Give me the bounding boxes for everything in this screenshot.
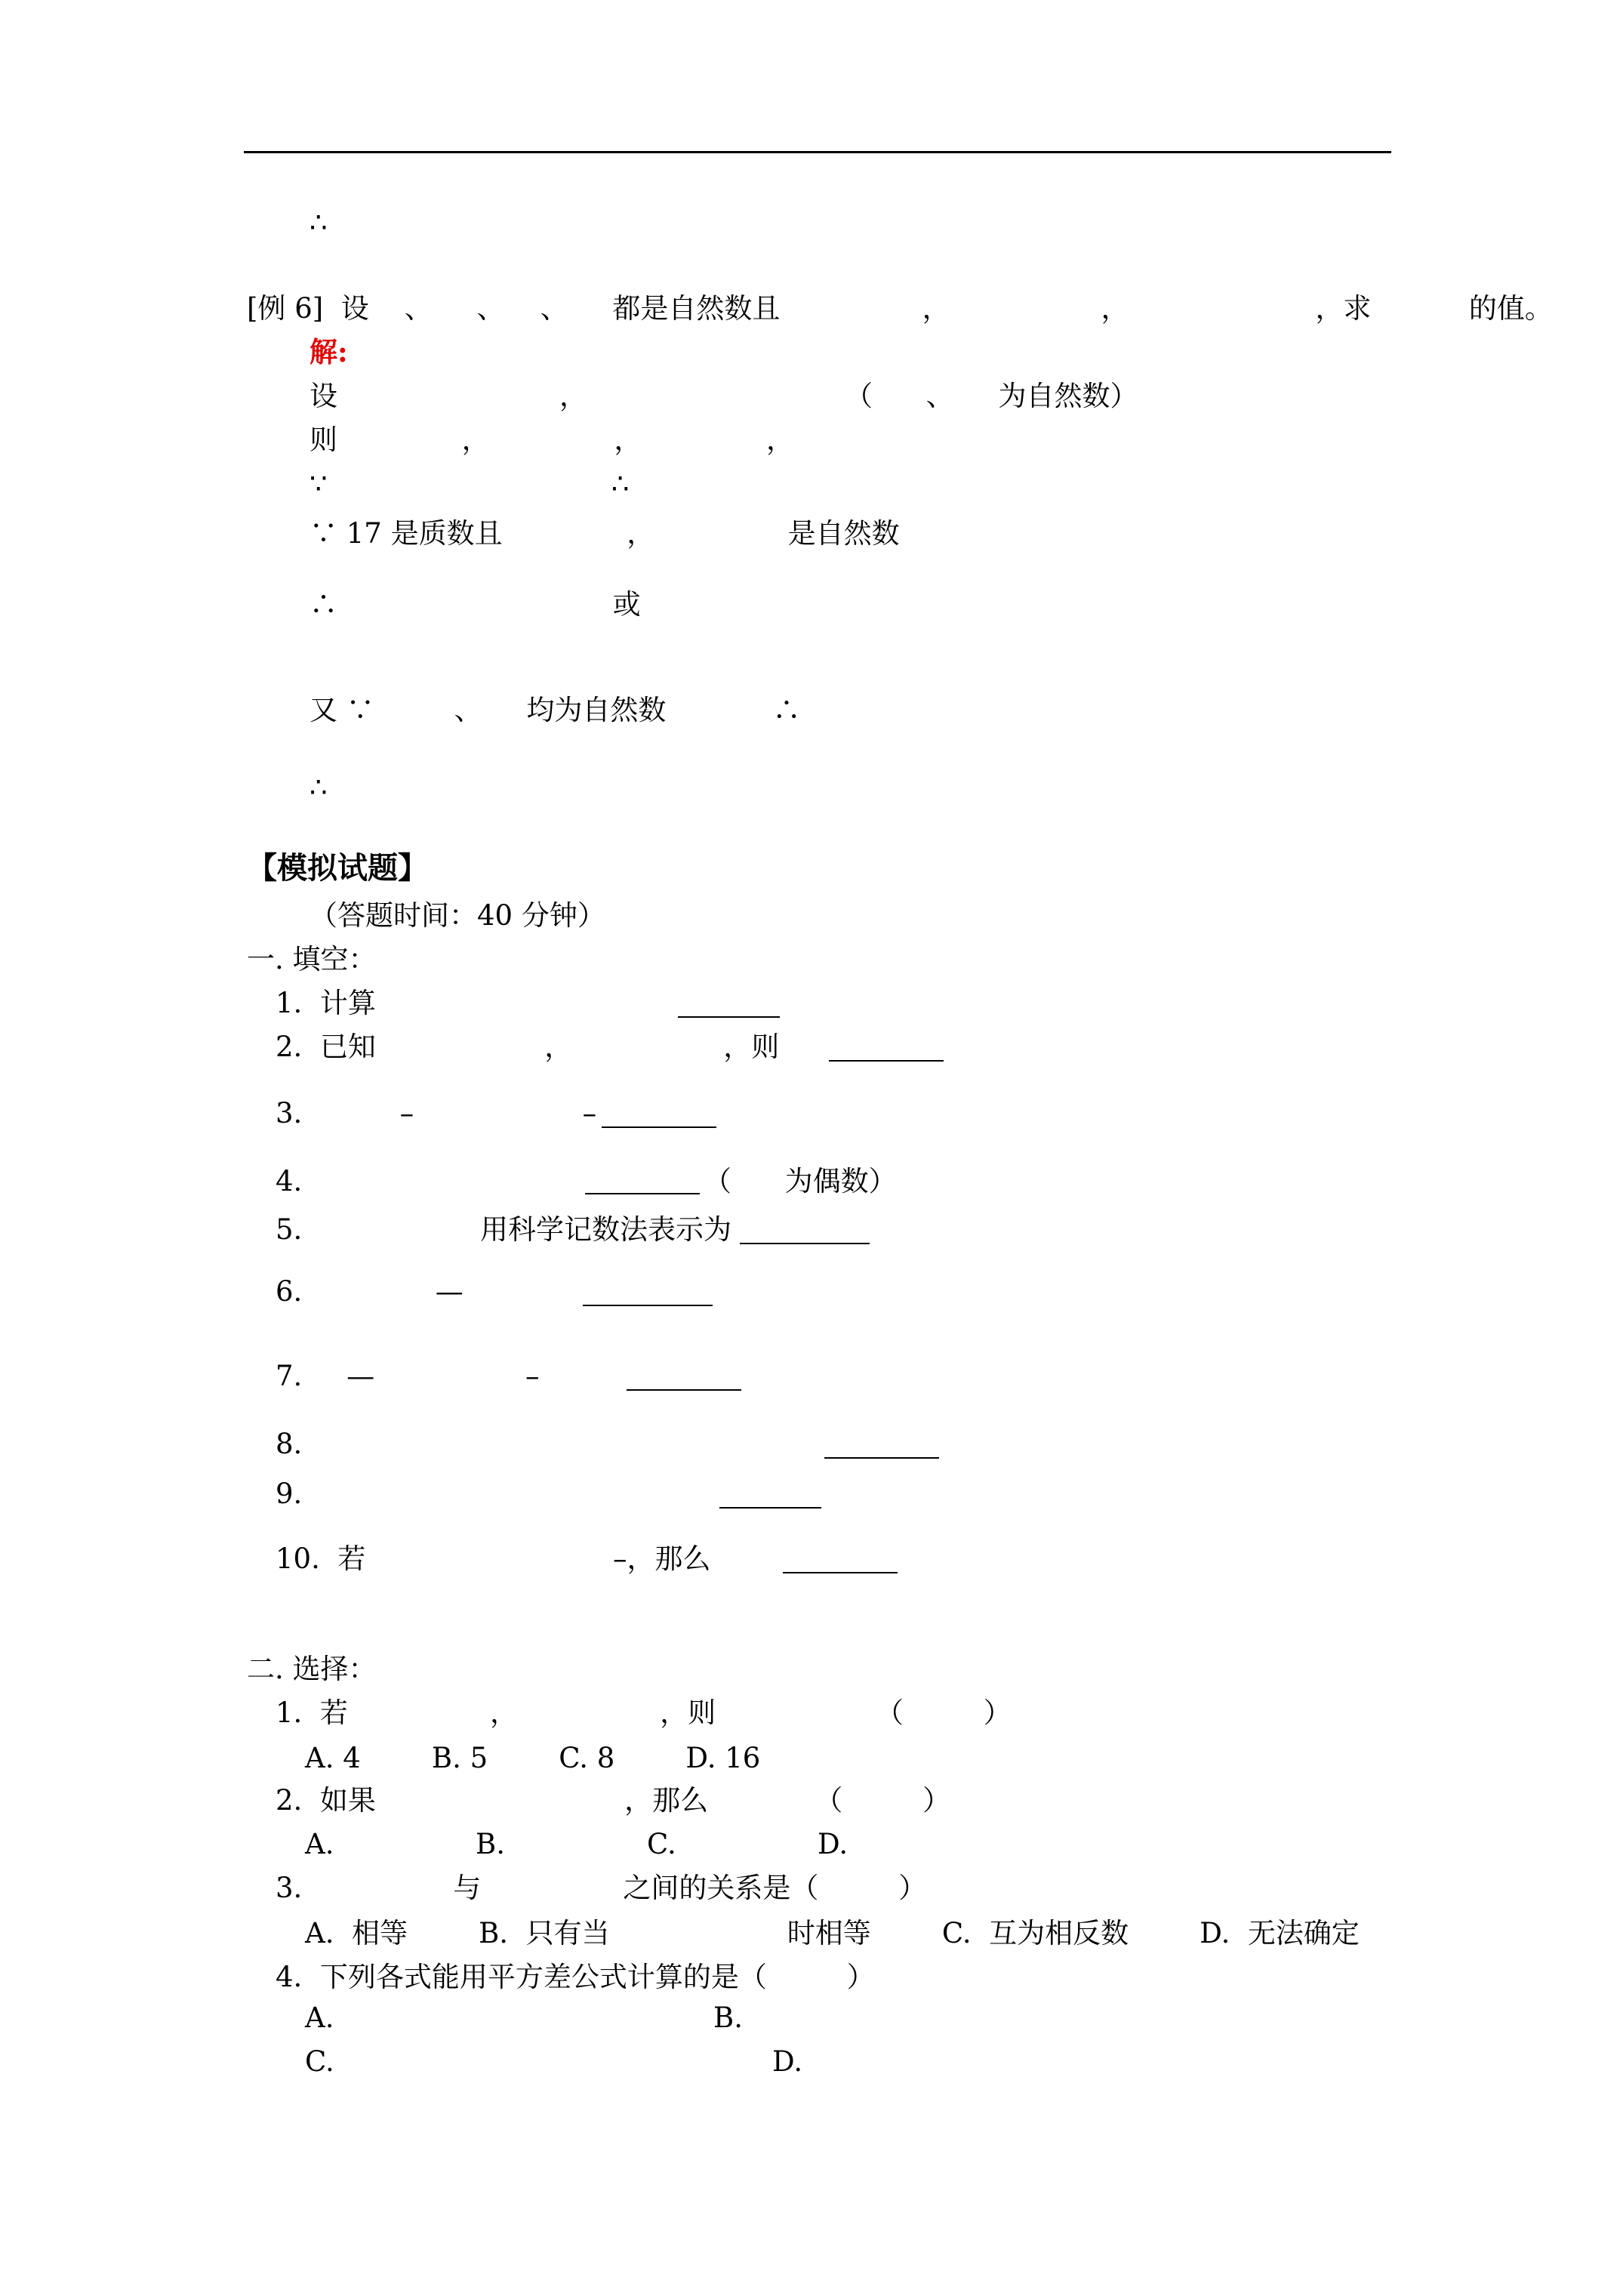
answer-blank-4[interactable]	[585, 1193, 700, 1194]
choice-question-1-options: A. 4 B. 5 C. 8 D. 16	[305, 1742, 761, 1774]
choice-question-4-option-d: D.	[772, 2045, 803, 2078]
choice-question-4-option-b: B.	[713, 2002, 743, 2034]
part-1-heading: 一. 填空：	[247, 943, 377, 975]
fill-question-7: 7. — –	[276, 1360, 540, 1392]
choice-question-2-option-c: C.	[647, 1828, 676, 1860]
therefore-line-1: ∴	[310, 206, 328, 239]
choice-question-4: 4. 下列各式能用平方差公式计算的是（ ）	[276, 1961, 875, 1993]
answer-blank-1[interactable]	[678, 1016, 780, 1018]
fill-question-9: 9.	[276, 1478, 303, 1510]
solution-step-4: ∵ 17 是质数且 ， 是自然数	[310, 517, 900, 550]
solution-label: 解:	[310, 335, 348, 368]
answer-blank-3[interactable]	[602, 1126, 716, 1128]
fill-question-10-tail: –，那么	[613, 1542, 711, 1575]
choice-question-2: 2. 如果 ，那么 （ ）	[276, 1784, 951, 1817]
answer-blank-9[interactable]	[719, 1507, 821, 1509]
answer-blank-2[interactable]	[829, 1060, 944, 1062]
answer-blank-10[interactable]	[783, 1572, 898, 1573]
header-rule	[244, 151, 1391, 153]
fill-question-5-text: 用科学记数法表示为	[480, 1213, 731, 1246]
solution-step-3: ∵ ∴	[310, 467, 630, 500]
part-2-heading: 二. 选择：	[247, 1653, 377, 1685]
fill-question-3: 3. – –	[276, 1097, 597, 1130]
choice-question-2-option-d: D.	[818, 1828, 848, 1860]
section-title: 【模拟试题】	[247, 850, 428, 886]
fill-question-6: 6. —	[276, 1275, 463, 1308]
answer-blank-7[interactable]	[627, 1389, 741, 1391]
fill-question-4-condition: （ 为偶数）	[704, 1165, 897, 1197]
fill-question-8: 8.	[276, 1428, 303, 1460]
fill-question-2: 2. 已知 ， ，则	[276, 1031, 780, 1063]
solution-step-7: ∴	[310, 771, 328, 803]
solution-step-6: 又 ∵ 、 均为自然数 ∴	[310, 694, 801, 726]
choice-question-4-option-a: A.	[305, 2002, 334, 2034]
answer-blank-8[interactable]	[824, 1457, 939, 1459]
choice-question-3-options: A. 相等 B. 只有当 时相等 C. 互为相反数 D. 无法确定	[305, 1917, 1360, 1949]
example-6-statement: [例 6] 设 、 、 、 都是自然数且 ， ， ，求 的值。	[247, 292, 1553, 325]
fill-question-10: 10. 若	[276, 1542, 366, 1575]
fill-question-1: 1. 计算	[276, 987, 376, 1019]
choice-question-1: 1. 若 ， ，则 （ ）	[276, 1697, 1012, 1729]
fill-question-4: 4.	[276, 1165, 303, 1197]
choice-question-2-option-a: A.	[305, 1828, 334, 1860]
choice-question-2-option-b: B.	[476, 1828, 505, 1860]
choice-question-4-option-c: C.	[305, 2045, 334, 2078]
answer-blank-5[interactable]	[740, 1243, 870, 1244]
solution-step-1: 设 ， （ 、 为自然数）	[310, 380, 1138, 412]
fill-question-5: 5.	[276, 1213, 303, 1246]
time-note: （答题时间：40 分钟）	[310, 899, 605, 932]
solution-step-5: ∴ 或	[310, 588, 641, 621]
answer-blank-6[interactable]	[583, 1305, 713, 1306]
choice-question-3: 3. 与 之间的关系是（ ）	[276, 1872, 927, 1904]
solution-step-2: 则 ， ， ，	[310, 424, 794, 456]
